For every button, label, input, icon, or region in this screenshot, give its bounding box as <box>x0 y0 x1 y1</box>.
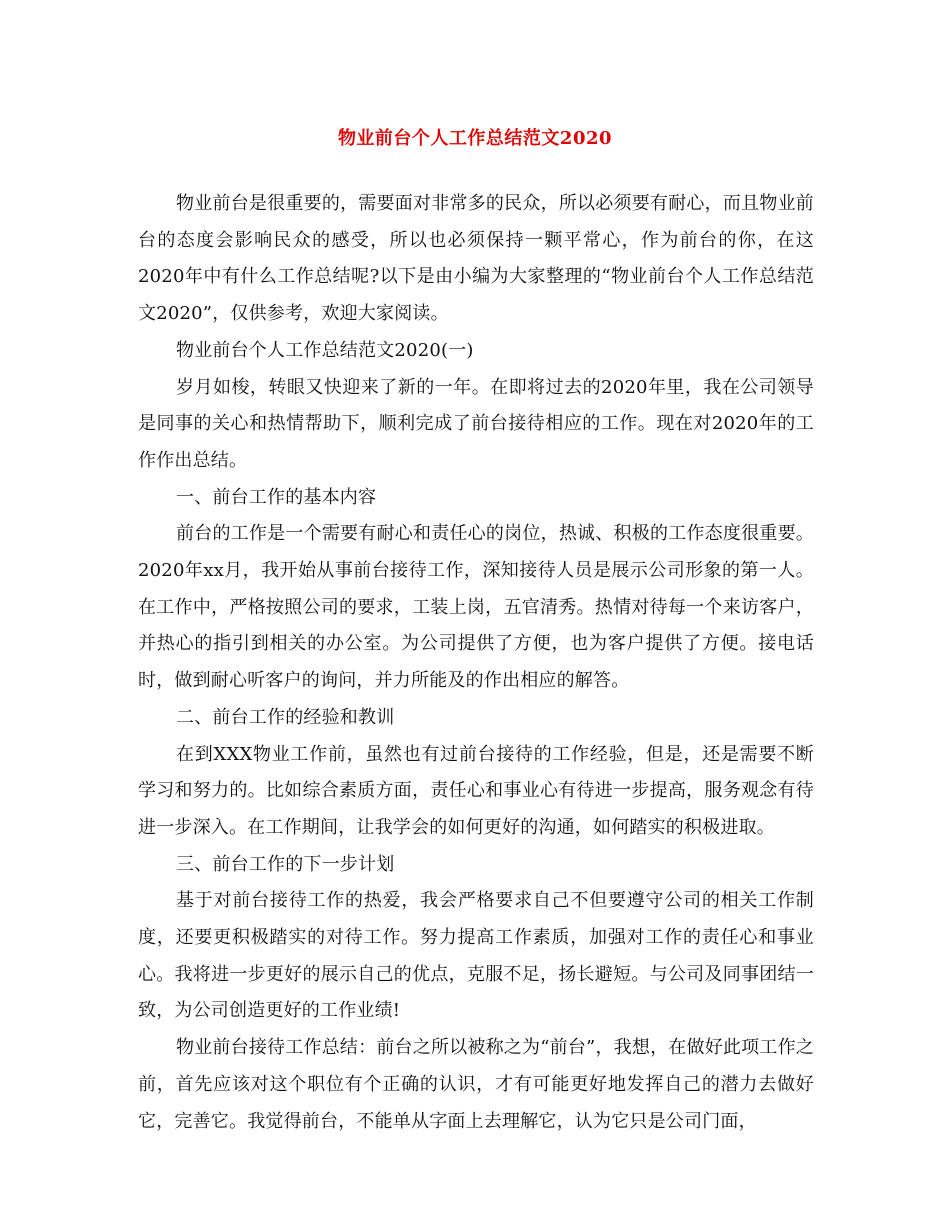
paragraph-subtitle: 物业前台个人工作总结范文2020(一) <box>176 339 474 361</box>
document-title: 物业前台个人工作总结范文2020 <box>337 128 613 149</box>
paragraph-section-3: 基于对前台接待工作的热爱，我会严格要求自己不但要遵守公司的相关工作制度，还要更积极踏实的对待工作。努力提高工作素质，加强对工作的责任心和事业心。我将进一步更好的展示自己的优点，克服不足，扬长避短。与公司及同事团结一致，为公司创造更好的工作业绩! <box>138 890 814 1022</box>
section-heading-2: 二、前台工作的经验和教训 <box>176 706 395 728</box>
document-body <box>138 186 814 1140</box>
paragraph-opening: 岁月如梭，转眼又快迎来了新的一年。在即将过去的2020年里，我在公司领导是同事的关心和热情帮助下，顺利完成了前台接待相应的工作。现在对2020年的工作作出总结。 <box>138 376 814 471</box>
paragraph-intro: 物业前台是很重要的，需要面对非常多的民众，所以必须要有耐心，而且物业前台的态度会影响民众的感受，所以也必须保持一颗平常心，作为前台的你，在这2020年中有什么工作总结呢?以下是由小编为大家整理的“物业前台个人工作总结范文2020”，仅供参考，欢迎大家阅读。 <box>138 193 814 325</box>
section-heading-1: 一、前台工作的基本内容 <box>176 486 377 508</box>
paragraph-section-1: 前台的工作是一个需要有耐心和责任心的岗位，热诚、积极的工作态度很重要。2020年xx月，我开始从事前台接待工作，深知接待人员是展示公司形象的第一人。在工作中，严格按照公司的要求，工装上岗，五官清秀。热情对待每一个来访客户，并热心的指引到相关的办公室。为公司提供了方便，也为客户提供了方便。接电话时，做到耐心听客户的询问，并力所能及的作出相应的解答。 <box>138 523 814 692</box>
section-heading-3: 三、前台工作的下一步计划 <box>176 853 395 875</box>
paragraph-summary: 物业前台接待工作总结：前台之所以被称之为“前台”，我想，在做好此项工作之前，首先应该对这个职位有个正确的认识，才有可能更好地发挥自己的潜力去做好它，完善它。我觉得前台，不能单从字面上去理解它，认为它只是公司门面， <box>138 1037 814 1132</box>
paragraph-section-2: 在到XXX物业工作前，虽然也有过前台接待的工作经验，但是，还是需要不断学习和努力的。比如综合素质方面，责任心和事业心有待进一步提高，服务观念有待进一步深入。在工作期间，让我学会的如何更好的沟通，如何踏实的积极进取。 <box>138 743 814 838</box>
